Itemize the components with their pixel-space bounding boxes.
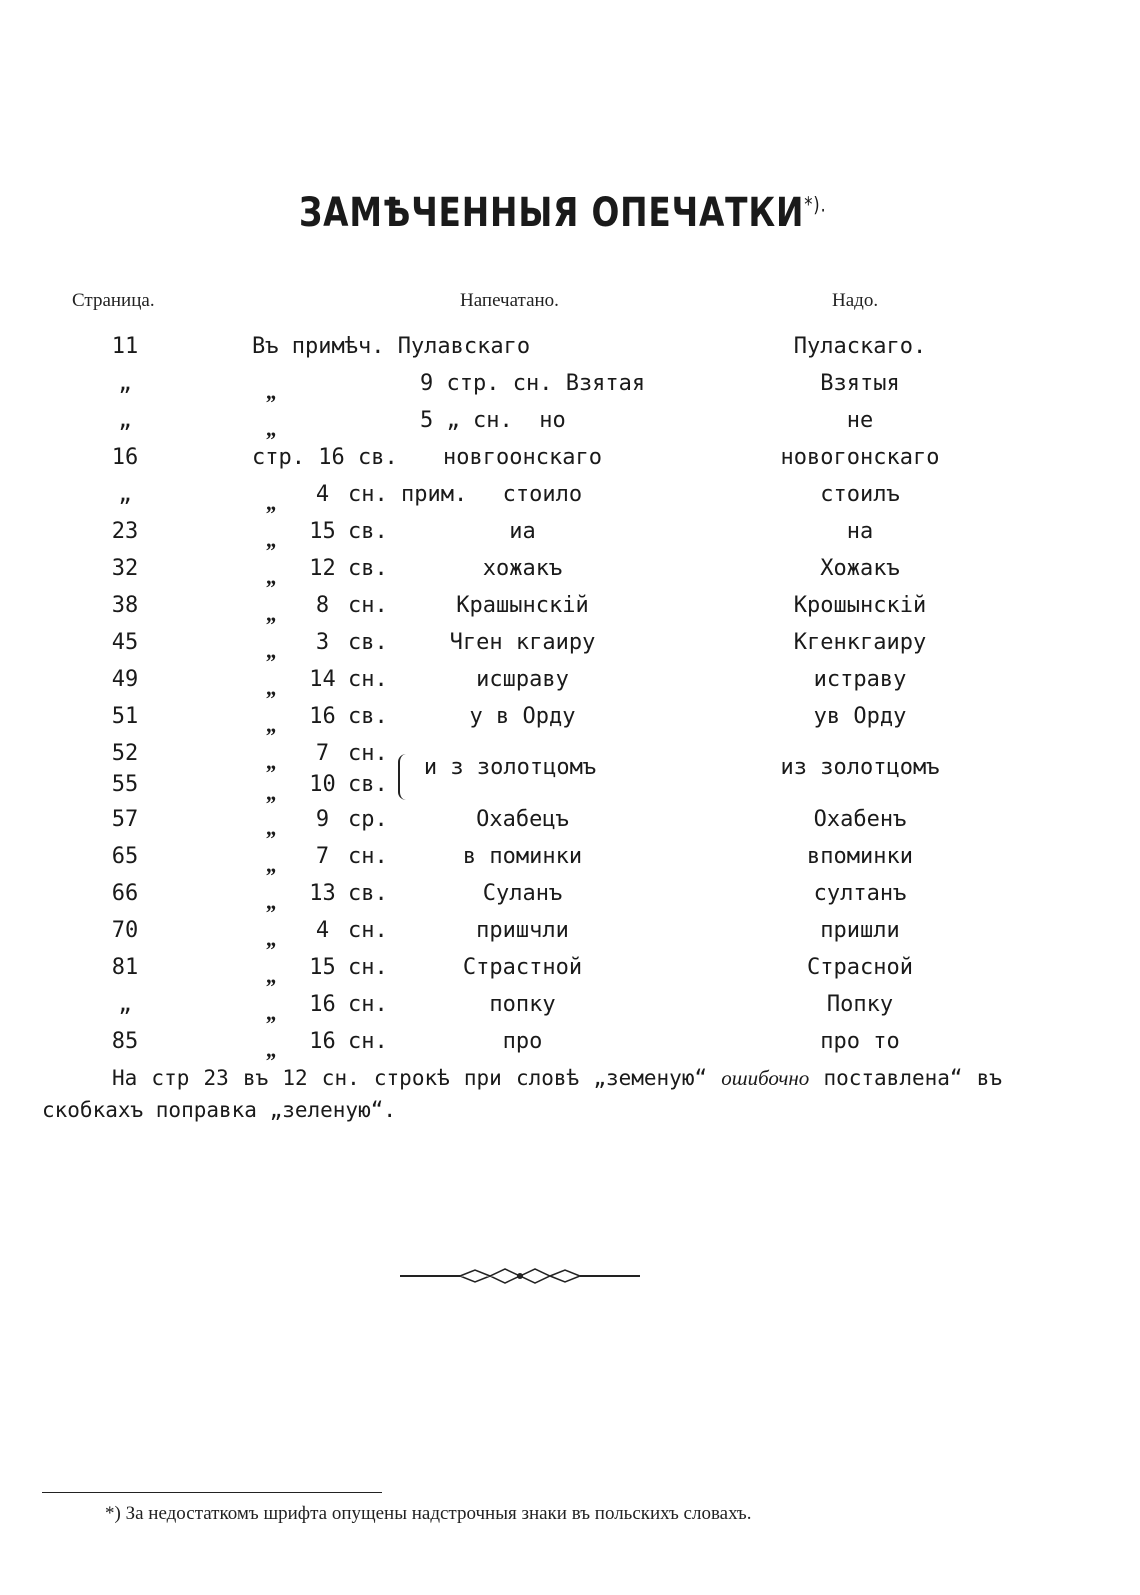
line-direction: св.	[348, 772, 388, 797]
line-number: 10	[309, 772, 336, 797]
correct-text: Попку	[826, 992, 894, 1017]
note-part2: поставлена“ въ скобкахъ поправка „зеленую“.	[42, 1066, 1002, 1122]
printed-text: стоило	[462, 482, 583, 507]
line-number: 8	[315, 593, 330, 618]
page-number: 85	[111, 1029, 139, 1054]
line-direction: св.	[348, 704, 388, 729]
ditto-mark: „	[266, 889, 278, 914]
line-direction: сн.	[348, 741, 388, 766]
header-needed: Надо.	[832, 290, 879, 311]
table-row	[0, 408, 1140, 445]
line-number: 4	[315, 482, 330, 507]
table-row	[0, 334, 1140, 371]
ditto-mark: „	[266, 379, 278, 404]
printed-text: у в Орду	[469, 704, 576, 729]
line-number: 16	[309, 992, 336, 1017]
ditto-mark: „	[266, 527, 278, 552]
line-direction: ср.	[348, 807, 388, 832]
table-row	[0, 556, 1140, 593]
printed-text: новгоонскаго	[443, 445, 602, 470]
errata-table	[0, 334, 1140, 1066]
page-number: 49	[111, 667, 139, 692]
line-number: 16	[309, 704, 336, 729]
correct-text: пришли	[820, 918, 900, 943]
page-number: 11	[111, 334, 139, 359]
correct-text: султанъ	[813, 881, 907, 906]
ditto-mark: „	[266, 601, 278, 626]
printed-text: Крашынскій	[456, 593, 589, 618]
ditto-mark: „	[266, 1037, 278, 1062]
page-number: 16	[111, 445, 139, 470]
ditto-mark: „	[266, 675, 278, 700]
printed-text: иа	[509, 519, 536, 544]
printed-text: 5 „ сн. но	[420, 408, 566, 433]
line-number: 15	[309, 519, 336, 544]
line-direction: св.	[348, 630, 388, 655]
correct-text: впоминки	[807, 844, 913, 869]
ditto-mark: „	[266, 963, 278, 988]
page-number: 32	[111, 556, 139, 581]
correct-text: на	[846, 519, 874, 544]
printed-text: и з золотцомъ	[423, 755, 597, 780]
page-number: 57	[111, 807, 139, 832]
correct-text: про то	[820, 1029, 900, 1054]
table-row	[0, 667, 1140, 704]
correct-text: не	[846, 408, 874, 433]
printed-text: в поминки	[462, 844, 583, 869]
page-number: 70	[111, 918, 139, 943]
page-number: 81	[111, 955, 139, 980]
page-number: 23	[111, 519, 139, 544]
page-title	[95, 190, 1030, 236]
page-number: „	[118, 371, 132, 396]
page-number: 38	[111, 593, 139, 618]
correct-text: стоилъ	[820, 482, 900, 507]
table-row	[0, 630, 1140, 667]
line-number: 7	[315, 741, 330, 766]
line-direction: сн.	[348, 992, 388, 1017]
line-direction: сн.	[348, 955, 388, 980]
line-direction: св.	[348, 556, 388, 581]
table-row	[0, 918, 1140, 955]
title-text: ЗАМѢЧЕННЫЯ ОПЕЧАТКИ	[299, 190, 805, 236]
table-row	[0, 955, 1140, 992]
page-number: „	[118, 482, 132, 507]
line-number: 15	[309, 955, 336, 980]
page-number: 55	[111, 772, 139, 797]
line-direction: св.	[348, 881, 388, 906]
title-footnote-mark: *).	[804, 192, 827, 217]
page-number: „	[118, 992, 132, 1017]
printed-text: Страстной	[462, 955, 583, 980]
ditto-mark: „	[266, 749, 278, 774]
line-number: 14	[309, 667, 336, 692]
correct-text: Взятыя	[820, 371, 900, 396]
ditto-mark: „	[266, 712, 278, 737]
line-direction: сн.	[348, 593, 388, 618]
grouping-brace	[398, 754, 410, 800]
ditto-mark: „	[266, 564, 278, 589]
ditto-mark: „	[266, 416, 278, 441]
table-row	[0, 445, 1140, 482]
line-number: 13	[309, 881, 336, 906]
printed-text: про	[502, 1029, 543, 1054]
page-number: 51	[111, 704, 139, 729]
correct-text: из золотцомъ	[780, 755, 940, 780]
note-part1: На стр 23 въ 12 сн. строкѣ при словѣ „земеную“	[112, 1066, 708, 1090]
correct-text: Кгенкгаиру	[793, 630, 927, 655]
page-number: 65	[111, 844, 139, 869]
correct-text: новогонскаго	[780, 445, 940, 470]
table-row	[0, 844, 1140, 881]
correct-text: Хожакъ	[820, 556, 900, 581]
table-row	[0, 807, 1140, 844]
table-row	[0, 482, 1140, 519]
line-direction: сн.	[348, 844, 388, 869]
ditto-mark: „	[266, 490, 278, 515]
printed-text: попку	[489, 992, 556, 1017]
correct-text: Страсной	[807, 955, 913, 980]
printed-text: Чген кгаиру	[449, 630, 596, 655]
location-text: стр. 16 св.	[252, 445, 398, 470]
ditto-mark: „	[266, 638, 278, 663]
table-row	[0, 881, 1140, 918]
line-direction: сн.	[348, 667, 388, 692]
errata-note	[42, 1062, 1002, 1126]
table-row	[0, 593, 1140, 630]
line-number: 16	[309, 1029, 336, 1054]
table-row	[0, 519, 1140, 556]
table-row	[0, 1029, 1140, 1066]
correct-text: ув Орду	[813, 704, 907, 729]
footnote-rule	[42, 1492, 382, 1493]
footnote: *) За недостаткомъ шрифта опущены надстрочныя знаки въ польскихъ словахъ.	[105, 1503, 752, 1524]
ditto-mark: „	[266, 780, 278, 805]
table-row	[0, 371, 1140, 408]
ditto-mark: „	[266, 852, 278, 877]
line-number: 7	[315, 844, 330, 869]
ditto-mark: „	[266, 926, 278, 951]
line-number: 9	[315, 807, 330, 832]
correct-text: истраву	[813, 667, 907, 692]
ditto-mark: „	[266, 1000, 278, 1025]
correct-text: Пуласкаго.	[793, 334, 927, 359]
line-direction: св.	[348, 519, 388, 544]
correct-text: Крошынскій	[793, 593, 927, 618]
ditto-mark: „	[266, 815, 278, 840]
header-printed: Напечатано.	[460, 290, 559, 311]
table-row	[0, 704, 1140, 741]
header-page: Страница.	[72, 290, 155, 311]
printed-text: Охабецъ	[476, 807, 569, 832]
line-number: 3	[315, 630, 330, 655]
page-number: 45	[111, 630, 139, 655]
printed-text: пришчли	[476, 918, 569, 943]
page-number: „	[118, 408, 132, 433]
printed-text: хожакъ	[482, 556, 563, 581]
page-number: 66	[111, 881, 139, 906]
ornament-divider-icon	[400, 1265, 640, 1287]
line-direction: сн.	[348, 918, 388, 943]
line-direction: сн.	[348, 1029, 388, 1054]
page-number: 52	[111, 741, 139, 766]
line-number: 4	[315, 918, 330, 943]
location-text: Въ примѣч. Пулавскаго	[252, 334, 531, 359]
printed-text: 9 стр. сн. Взятая	[420, 371, 646, 396]
braced-rows	[0, 741, 1140, 807]
line-direction: сн. прим.	[348, 482, 468, 507]
correct-text: Охабенъ	[813, 807, 907, 832]
line-number: 12	[309, 556, 336, 581]
printed-text: Суланъ	[482, 881, 563, 906]
printed-text: исшраву	[476, 667, 569, 692]
note-italic: ошибочно	[721, 1066, 810, 1090]
table-row	[0, 992, 1140, 1029]
